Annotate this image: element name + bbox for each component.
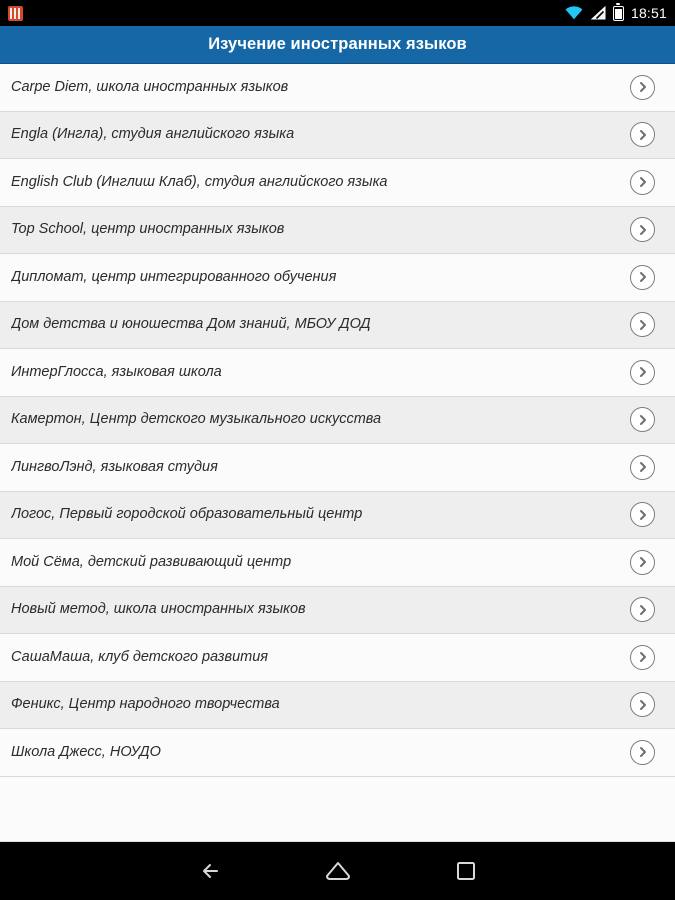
status-bar-right — [565, 5, 667, 21]
list-item[interactable] — [0, 492, 675, 540]
navigation-bar — [0, 842, 675, 900]
chevron-right-icon[interactable] — [630, 217, 655, 242]
home-icon[interactable] — [315, 853, 361, 889]
list-item[interactable] — [0, 207, 675, 255]
app-badge-icon — [8, 6, 23, 21]
chevron-right-icon[interactable] — [630, 407, 655, 432]
chevron-right-icon[interactable] — [630, 692, 655, 717]
list-item-label: Carpe Diem, школа иностранных языков — [11, 78, 289, 95]
list-item[interactable] — [0, 634, 675, 682]
chevron-right-icon[interactable] — [630, 645, 655, 670]
list-item-label: Новый метод, школа иностранных языков — [11, 601, 306, 618]
status-bar-left — [8, 6, 565, 21]
chevron-right-icon[interactable] — [630, 550, 655, 575]
list-item-label: СашаМаша, клуб детского развития — [11, 648, 269, 665]
list-item[interactable] — [0, 112, 675, 160]
chevron-right-icon[interactable] — [630, 360, 655, 385]
signal-icon — [590, 6, 606, 20]
back-icon[interactable] — [187, 853, 233, 889]
recents-icon[interactable] — [443, 853, 489, 889]
organization-list[interactable] — [0, 64, 675, 842]
list-item-label: Феникс, Центр народного творчества — [11, 696, 280, 713]
list-item-label: Камертон, Центр детского музыкального искусства — [11, 411, 382, 428]
chevron-right-icon[interactable] — [630, 740, 655, 765]
list-item[interactable] — [0, 64, 675, 112]
list-empty-area — [0, 777, 675, 843]
list-item[interactable] — [0, 349, 675, 397]
list-item-label: Мой Сёма, детский развивающий центр — [11, 553, 292, 570]
list-item[interactable] — [0, 302, 675, 350]
chevron-right-icon[interactable] — [630, 597, 655, 622]
list-item[interactable] — [0, 682, 675, 730]
list-item-label: ИнтерГлосса, языковая школа — [11, 363, 222, 380]
title-bar — [0, 26, 675, 64]
list-item-label: Логос, Первый городской образовательный центр — [11, 506, 363, 523]
page-title: Изучение иностранных языков — [208, 35, 467, 53]
status-bar-clock: 18:51 — [630, 5, 667, 21]
list-item[interactable] — [0, 159, 675, 207]
chevron-right-icon[interactable] — [630, 75, 655, 100]
list-item-label: ЛингвоЛэнд, языковая студия — [11, 458, 218, 475]
chevron-right-icon[interactable] — [630, 122, 655, 147]
chevron-right-icon[interactable] — [630, 502, 655, 527]
list-item[interactable] — [0, 254, 675, 302]
list-item-label: Дом детства и юношества Дом знаний, МБОУ ДОД — [11, 316, 371, 333]
chevron-right-icon[interactable] — [630, 170, 655, 195]
list-item[interactable] — [0, 729, 675, 777]
battery-icon — [613, 6, 624, 21]
list-item-label: Top School, центр иностранных языков — [11, 221, 285, 238]
list-item[interactable] — [0, 397, 675, 445]
list-item-label: English Club (Инглиш Клаб), студия английского языка — [11, 173, 388, 190]
chevron-right-icon[interactable] — [630, 312, 655, 337]
chevron-right-icon[interactable] — [630, 455, 655, 480]
list-item-label: Дипломат, центр интегрированного обучения — [11, 268, 337, 285]
list-item[interactable] — [0, 444, 675, 492]
list-item-label: Engla (Ингла), студия английского языка — [11, 126, 295, 143]
status-bar — [0, 0, 675, 26]
wifi-icon — [565, 6, 583, 20]
list-item[interactable] — [0, 539, 675, 587]
list-item[interactable] — [0, 587, 675, 635]
list-item-label: Школа Джесс, НОУДО — [11, 743, 161, 760]
chevron-right-icon[interactable] — [630, 265, 655, 290]
